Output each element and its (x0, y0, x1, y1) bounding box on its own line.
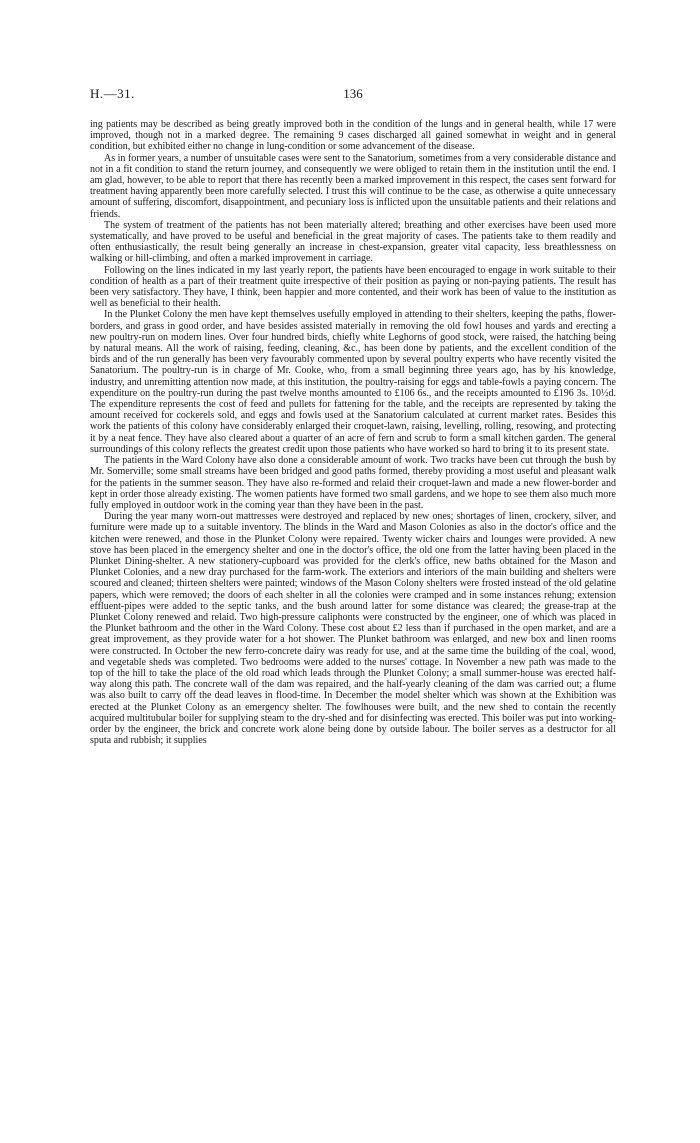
paragraph-unsuitable-cases: As in former years, a number of unsuitable cases were sent to the Sanatorium, sometimes from a very considerable distance and not in a fit condition to stand the return journey, and consequently we were obliged to retain them in the institution until the end. I am glad, however, to be able to report that there has recently been a marked improvement in this respect, the cases sent forward for treatment having apparently been more carefully selected. I trust this will continue to be the case, as otherwise a quite unnecessary amount of suffering, discomfort, disappointment, and pecuniary loss is inflicted upon the unsuitable patients and their relations and friends. (90, 152, 616, 220)
paragraph-ward-colony: The patients in the Ward Colony have also done a considerable amount of work. Two tracks have been cut through the bush by Mr. Somerville; some small streams have been bridged and good paths formed, thereby providing a most useful and pleasant walk for the patients in the summer season. They have also re-formed and relaid their croquet-lawn and made a new flower-border and kept in order those already existing. The women patients have formed two small gardens, and we hope to see them also much more fully employed in outdoor work in the coming year than they have been in the past. (90, 455, 616, 511)
paragraph-patient-work: Following on the lines indicated in my last yearly report, the patients have been encouraged to engage in work suitable to their condition of health as a part of their treatment quite irrespective of their position as paying or non-paying patients. The result has been very satisfactory. They have, I think, been happier and more contented, and their work has been of value to the institution as well as beneficial to their health. (90, 264, 616, 310)
paragraph-repairs-improvements: During the year many worn-out mattresses were destroyed and replaced by new ones; shortages of linen, crockery, silver, and furniture were made up to a suitable inventory. The blinds in the Ward and Mason Colonies as also in the doctor's office and the kitchen were renewed, and those in the Plunket Colony were repaired. Twenty wicker chairs and lounges were provided. A new stove has been placed in the emergency shelter and one in the doctor's office, the old one from the latter having been placed in the Plunket Dining-shelter. A new stationery-cupboard was provided for the clerk's office, new baths obtained for the Mason and Plunket Colonies, and a new dray purchased for the farm-work. The exteriors and interiors of the main building and shelters were scoured and cleaned; thirteen shelters were painted; windows of the Mason Colony shelters were frosted instead of the old gelatine papers, which were removed; the doors of each shelter in all the colonies were cramped and in some instances rehung; extension effluent-pipes were added to the septic tanks, and the bush around latter for some distance was cleared; the grease-trap at the Plunket Colony renewed and relaid. Two high-pressure caliphonts were constructed by the engineer, one of which was placed in the Plunket bathroom and the other in the Ward Colony. These cost about £2 less than if purchased in the open market, and are a great improvement, as they provide water for a hot shower. The Plunket bathroom was enlarged, and new box and linen rooms were constructed. In October the new ferro-concrete dairy was ready for use, and at the same time the building of the coal, wood, and vegetable sheds was completed. Two bedrooms were added to the nurses' cottage. In November a new path was made to the top of the hill to take the place of the old road which leads through the Plunket Colony; a small summer-house was erected half-way along this path. The concrete wall of the dam was repaired, and the half-yearly cleaning of the dam was carried out; a flume was also built to carry off the dead leaves in flood-time. In December the model shelter which was shown at the Exhibition was erected at the Plunket Colony as an emergency shelter. The fowlhouses were built, and the new shed to contain the recently acquired multitubular boiler for supplying steam to the dry-shed and for disinfecting was erected. This boiler was put into working-order by the engineer, the brick and concrete work alone being done by outside labour. The boiler serves as a destructor for all sputa and rubbish; it supplies (90, 511, 616, 747)
paragraph-treatment-system: The system of treatment of the patients has not been materially altered; breathing and other exercises have been used more systematically, and have proved to be useful and beneficial in the great majority of cases. The patients take to them readily and often enthusiastically, the result being generally an increase in chest-expansion, greater vital capacity, less breathlessness on walking or hill-climbing, and often a marked improvement in carriage. (90, 219, 616, 265)
paragraph-continued: ing patients may be described as being greatly improved both in the condition of the lungs and in general health, while 17 were improved, though not in a marked degree. The remaining 9 cases discharged all gained somewhat in weight and in general condition, but exhibited either no change in lung-condition or some advancement of the disease. (90, 119, 616, 153)
report-reference: H.—31. (90, 86, 135, 101)
report-body (90, 119, 616, 746)
paragraph-plunket-colony: In the Plunket Colony the men have kept themselves usefully employed in attending to their shelters, keeping the paths, flower-borders, and grass in good order, and have besides assisted materially in removing the old fowl houses and yards and erecting a new poultry-run on modern lines. Over four hundred birds, chiefly white Leghorns of good stock, were raised, the hatching being by natural means. All the work of raising, feeding, cleaning, &c., has been done by patients, and the excellent condition of the birds and of the run generally has been very favourably commented upon by several poultry experts who have recently visited the Sanatorium. The poultry-run is in charge of Mr. Cooke, who, from a small beginning three years ago, has by his knowledge, industry, and unremitting attention now made, at this institution, the poultry-raising for eggs and table-fowls a paying concern. The expenditure on the poultry-run during the past twelve months amounted to £106 6s., and the receipts amounted to £196 3s. 10½d. The expenditure represents the cost of feed and pullets for fattening for the table, and the receipts are represented by taking the amount received for cockerels sold, and eggs and fowls used at the Sanatorium calculated at current market rates. Besides this work the patients of this colony have considerably enlarged their croquet-lawn, raising, levelling, rolling, resowing, and protecting it by a neat fence. They have also cleared about a quarter of an acre of fern and scrub to form a small kitchen garden. The general surroundings of this colony reflects the greatest credit upon those patients who have worked so hard to bring it to its present state. (90, 309, 616, 455)
page-number: 136 (343, 86, 363, 101)
page-header (90, 86, 616, 104)
